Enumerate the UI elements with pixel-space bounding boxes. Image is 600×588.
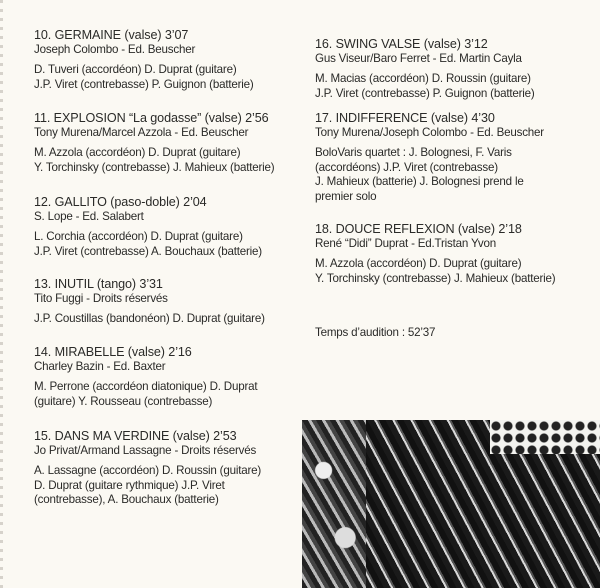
- track-composer: Jo Privat/Armand Lassagne - Droits réservés: [34, 443, 257, 457]
- track-title: 18. DOUCE REFLEXION (valse) 2’18: [315, 222, 522, 236]
- page-edge: [0, 0, 3, 588]
- track-performers: [315, 257, 555, 286]
- performers-line: (guitare) Y. Rousseau (contrebasse): [34, 394, 213, 408]
- performers-line: Y. Torchinsky (contrebasse) J. Mahieux (batterie): [315, 271, 556, 285]
- track-composer: Tony Murena/Marcel Azzola - Ed. Beuscher: [34, 125, 249, 139]
- track-entry: [315, 37, 535, 101]
- performers-line: J.P. Coustillas (bandonéon) D. Duprat (guitare): [34, 312, 265, 325]
- performers-line: premier solo: [315, 189, 377, 203]
- track-performers: [34, 380, 257, 409]
- performers-line: (accordéons) J.P. Viret (contrebasse): [315, 160, 498, 174]
- track-entry: [34, 195, 262, 259]
- track-entry: [315, 111, 544, 204]
- track-title: 15. DANS MA VERDINE (valse) 2’53: [34, 429, 237, 443]
- track-entry: [34, 111, 274, 175]
- track-composer: S. Lope - Ed. Salabert: [34, 209, 144, 223]
- performers-line: M. Azzola (accordéon) D. Duprat (guitare): [34, 146, 241, 159]
- performers-line: L. Corchia (accordéon) D. Duprat (guitare): [34, 230, 243, 243]
- track-performers: [34, 230, 262, 259]
- track-performers: [34, 63, 254, 92]
- performers-line: M. Azzola (accordéon) D. Duprat (guitare): [315, 257, 522, 270]
- performers-line: J.P. Viret (contrebasse) A. Bouchaux (batterie): [34, 244, 262, 258]
- track-title: 16. SWING VALSE (valse) 3’12: [315, 37, 488, 51]
- track-entry: [34, 277, 265, 327]
- track-entry: [315, 222, 555, 286]
- track-entry: [34, 345, 257, 409]
- track-title: 10. GERMAINE (valse) 3’07: [34, 28, 189, 42]
- track-composer: Tito Fuggi - Droits réservés: [34, 291, 168, 305]
- performers-line: J.P. Viret (contrebasse) P. Guignon (batterie): [315, 86, 535, 100]
- track-composer: Tony Murena/Joseph Colombo - Ed. Beuscher: [315, 125, 544, 139]
- accordion-decoration: [302, 420, 374, 588]
- track-title: 17. INDIFFERENCE (valse) 4’30: [315, 111, 495, 125]
- track-entry: [34, 429, 261, 508]
- performers-line: D. Duprat (guitare rythmique) J.P. Viret: [34, 478, 225, 492]
- performers-line: Y. Torchinsky (contrebasse) J. Mahieux (batterie): [34, 160, 275, 174]
- performers-line: BoloVaris quartet : J. Bolognesi, F. Varis: [315, 146, 512, 159]
- track-performers: [315, 146, 544, 204]
- track-performers: [34, 146, 274, 175]
- performers-line: (contrebasse), A. Bouchaux (batterie): [34, 493, 219, 506]
- track-performers: [315, 72, 535, 101]
- track-composer: René “Didi” Duprat - Ed.Tristan Yvon: [315, 236, 496, 250]
- performers-line: D. Tuveri (accordéon) D. Duprat (guitare): [34, 63, 237, 76]
- track-composer: Gus Viseur/Baro Ferret - Ed. Martin Cayla: [315, 51, 522, 65]
- total-time-text: Temps d’audition : 52’37: [315, 326, 436, 339]
- track-performers: [34, 312, 265, 327]
- accordion-buttons: [490, 420, 600, 454]
- track-title: 12. GALLITO (paso-doble) 2’04: [34, 195, 207, 209]
- performers-line: A. Lassagne (accordéon) D. Roussin (guitare): [34, 464, 262, 477]
- accordion-photo: [302, 420, 600, 588]
- track-title: 11. EXPLOSION “La godasse” (valse) 2’56: [34, 111, 269, 125]
- track-composer: Joseph Colombo - Ed. Beuscher: [34, 42, 196, 56]
- total-time: [315, 326, 435, 341]
- track-title: 13. INUTIL (tango) 3’31: [34, 277, 163, 291]
- performers-line: J. Mahieux (batterie) J. Bolognesi prend le: [315, 175, 524, 188]
- track-title: 14. MIRABELLE (valse) 2’16: [34, 345, 192, 359]
- track-performers: [34, 464, 261, 508]
- track-entry: [34, 28, 254, 92]
- performers-line: M. Perrone (accordéon diatonique) D. Duprat: [34, 380, 258, 393]
- performers-line: M. Macias (accordéon) D. Roussin (guitare): [315, 72, 531, 85]
- performers-line: J.P. Viret (contrebasse) P. Guignon (batterie): [34, 77, 254, 91]
- track-composer: Charley Bazin - Ed. Baxter: [34, 359, 166, 373]
